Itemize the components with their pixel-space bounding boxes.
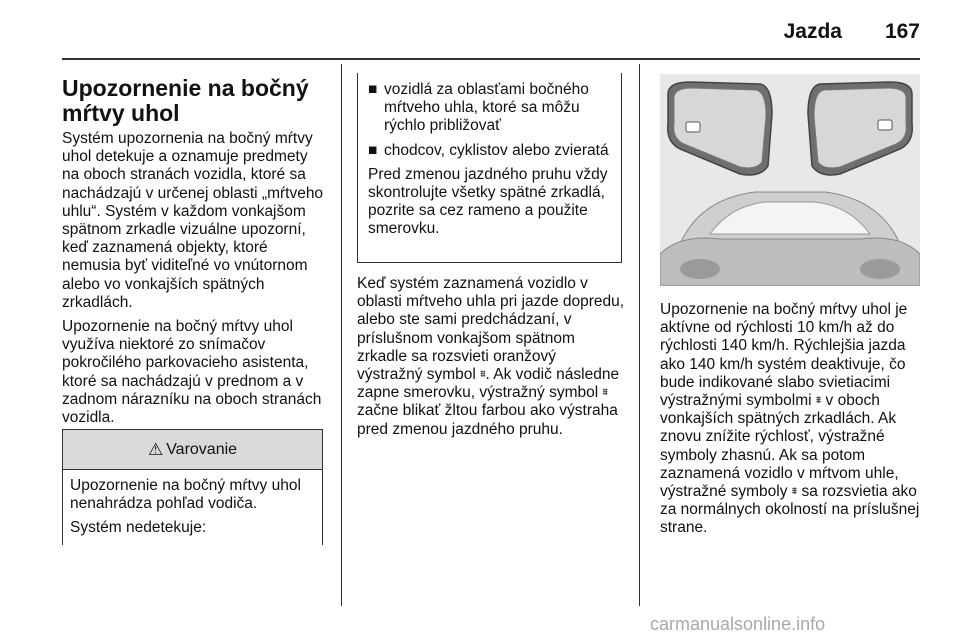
warning-title: Varovanie (166, 440, 238, 458)
intro-paragraph: Systém upozornenia na bočný mŕtvy uhol detekuje a oznamuje predmety na oboch stranách vozidla, ktoré sa nachádzajú v určenej oblasti „mŕtveho uhlu“. Systém v každom vonkajšom spätnom zrkadle vizuálne upozorní, keď zaznamená objekty, ktoré nemusia byť viditeľné vo vnútornom alebo vo vonkajších spätných zrkadlách. (62, 130, 324, 311)
header-rule (62, 58, 920, 60)
warning-box (62, 429, 323, 545)
column-1 (62, 76, 324, 433)
bullet-text: vozidlá za oblasťami bočného mŕtveho uhla, ktoré sa môžu rýchlo približovať (384, 81, 589, 135)
box-note: Pred zmenou jazdného pruhu vždy skontrolujte všetky spätné zrkadlá, pozrite sa cez rameno a použite smerovku. (368, 165, 608, 238)
blind-spot-warning-icon: ⩩ (791, 486, 798, 498)
sensors-paragraph: Upozornenie na bočný mŕtvy uhol využíva niektoré zo snímačov pokročilého parkovacieho asistenta, ktoré sa nachádzajú v prednom a v zadnom nárazníku na oboch stranách vozidla. (62, 318, 322, 427)
column-3-text (660, 301, 922, 544)
column-divider-2 (639, 64, 640, 606)
list-item (368, 142, 615, 160)
warning-text-1: Upozornenie na bočný mŕtvy uhol nenahrádza pohľad vodiča. (70, 477, 301, 513)
warning-triangle-icon: ⚠ (147, 439, 164, 459)
bullet-icon: ■ (368, 141, 378, 159)
text-part: . Ak vodič následne zapne smerovku, výstražný symbol (357, 366, 620, 402)
warning-bullet-list (368, 81, 615, 160)
page-number: 167 (884, 20, 920, 43)
column-2-text (357, 275, 625, 445)
watermark: carmanualsonline.info (650, 614, 826, 634)
warning-text-2: Systém nedetekuje: (70, 519, 207, 537)
speed-range-paragraph (660, 301, 922, 538)
text-part: v oboch vonkajších spätných zrkadlách. Ak znovu znížite rýchlosť, výstražné symboly zhasnú. Ak sa potom zaznamená vozidlo v mŕtvom uhle, výstražné symboly (660, 392, 899, 501)
section-title: Jazda (783, 20, 842, 43)
mirror-illustration (660, 74, 920, 286)
blind-spot-warning-icon: ⩩ (602, 387, 608, 399)
text-part: Keď systém zaznamená vozidlo v oblasti mŕtveho uhla pri jazde dopredu, alebo ste sami predchádzaní, v príslušnom vonkajšom spätnom zrkadle sa rozsvieti oranžový výstražný symbol (357, 275, 625, 384)
section-heading (62, 76, 324, 126)
blind-spot-warning-icon: ⩩ (480, 369, 486, 381)
detection-paragraph (357, 275, 625, 439)
bullet-text: chodcov, cyklistov alebo zvieratá (384, 141, 609, 159)
warning-body (63, 470, 322, 538)
heading-line-2: mŕtvy uhol (62, 100, 180, 126)
column-divider-1 (341, 64, 342, 606)
page-header (62, 0, 920, 50)
heading-line-1: Upozornenie na bočný (62, 75, 309, 101)
list-item (368, 81, 615, 136)
car-rear-mirrors-drawing (660, 74, 920, 286)
warning-box-continued (357, 73, 622, 263)
text-part: začne blikať žltou farbou ako výstraha pred zmenou jazdného pruhu. (357, 402, 618, 438)
text-part: Upozornenie na bočný mŕtvy uhol je aktívne od rýchlosti 10 km/h až do rýchlosti 140 km/h. Rýchlejšia jazda ako 140 km/h systém deaktivuje, čo bude indikované slabo svietiacimi výstražnými symbolmi (660, 301, 908, 410)
blind-spot-warning-icon: ⩩ (815, 395, 822, 407)
text-part: sa rozsvietia ako za normálnych okolností na príslušnej strane. (660, 483, 920, 537)
warning-title-bar (63, 430, 322, 470)
bullet-icon: ■ (368, 81, 378, 98)
